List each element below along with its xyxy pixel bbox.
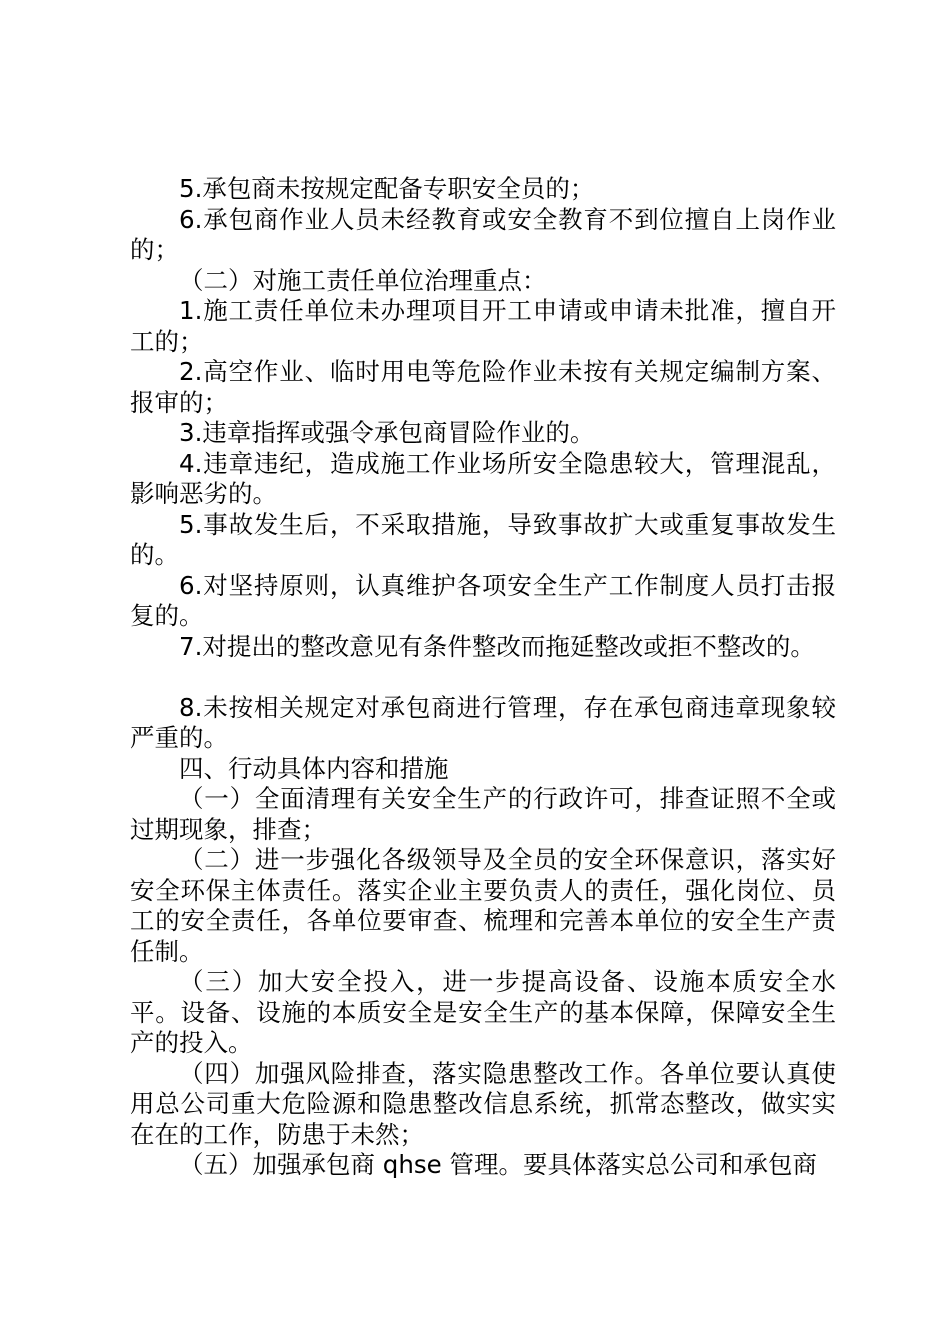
- document-body: [130, 174, 836, 1181]
- paragraph: 4.违章违纪，造成施工作业场所安全隐患较大，管理混乱，影响恶劣的。: [130, 448, 836, 508]
- paragraph: （二）进一步强化各级领导及全员的安全环保意识，落实好安全环保主体责任。落实企业主要负责人的责任，强化岗位、员工的安全责任，各单位要审查、梳理和完善本单位的安全生产责任制。: [130, 845, 836, 966]
- paragraph: 8.未按相关规定对承包商进行管理，存在承包商违章现象较严重的。: [130, 692, 836, 752]
- paragraph: （一）全面清理有关安全生产的行政许可，排查证照不全或过期现象，排查；: [130, 784, 836, 844]
- paragraph: （三）加大安全投入，进一步提高设备、设施本质安全水平。设备、设施的本质安全是安全生产的基本保障，保障安全生产的投入。: [130, 967, 836, 1057]
- paragraph: （二）对施工责任单位治理重点：: [179, 265, 547, 295]
- blank-line: [130, 662, 836, 693]
- paragraph: （五）加强承包商 qhse 管理。要具体落实总公司和承包商: [179, 1150, 817, 1179]
- section-heading: 四、行动具体内容和措施: [179, 753, 449, 783]
- paragraph: 3.违章指挥或强令承包商冒险作业的。: [179, 418, 595, 447]
- paragraph: 5.承包商未按规定配备专职安全员的；: [179, 174, 595, 203]
- paragraph: （四）加强风险排查，落实隐患整改工作。各单位要认真使用总公司重大危险源和隐患整改信息系统，抓常态整改，做实实在在的工作，防患于未然；: [130, 1058, 836, 1149]
- paragraph: 1.施工责任单位未办理项目开工申请或申请未批准，擅自开工的；: [130, 296, 836, 356]
- paragraph: 6.对坚持原则，认真维护各项安全生产工作制度人员打击报复的。: [130, 570, 836, 630]
- paragraph: 6.承包商作业人员未经教育或安全教育不到位擅自上岗作业的；: [130, 204, 836, 264]
- paragraph: 7.对提出的整改意见有条件整改而拖延整改或拒不整改的。: [179, 631, 815, 661]
- paragraph: 5.事故发生后，不采取措施，导致事故扩大或重复事故发生的。: [130, 509, 836, 569]
- paragraph: 2.高空作业、临时用电等危险作业未按有关规定编制方案、报审的；: [130, 357, 836, 417]
